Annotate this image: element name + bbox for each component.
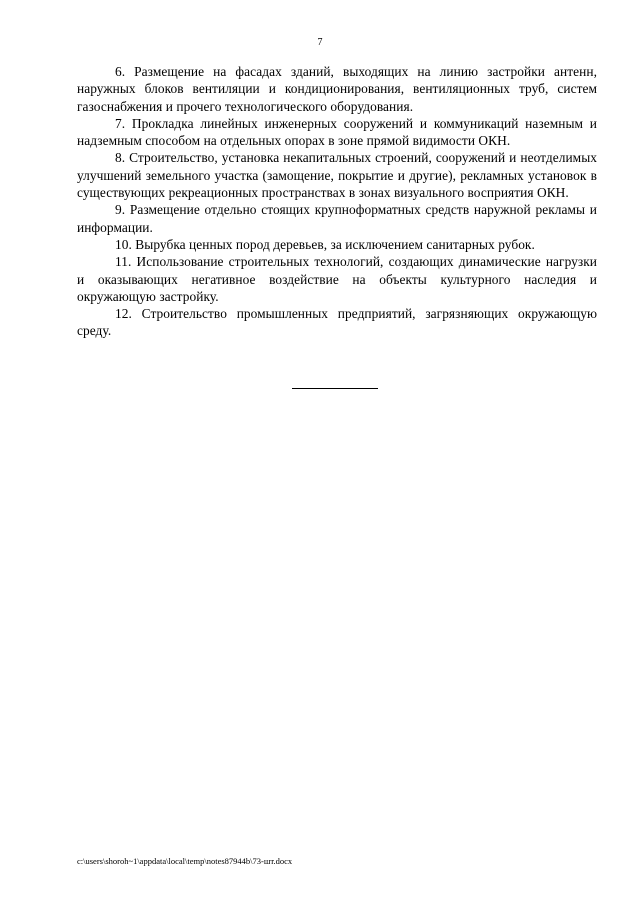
list-item-10: 10. Вырубка ценных пород деревьев, за исключением санитарных рубок.	[115, 236, 535, 252]
list-item-8: 8. Строительство, установка некапитальных строений, сооружений и неотделимых улучшений земельного участка (замощение, покрытие и другие), рекламных установок в существующих рекреационных пространствах в зонах визуального восприятия ОКН.	[77, 150, 597, 201]
list-item-11: 11. Использование строительных технологий, создающих динамические нагрузки и оказывающих негативное воздействие на объекты культурного наследия и окружающую застройку.	[77, 254, 597, 304]
list-item-9: 9. Размещение отдельно стоящих крупноформатных средств наружной рекламы и информации.	[77, 202, 597, 235]
document-body	[77, 63, 597, 340]
end-separator-line	[292, 388, 378, 389]
list-item-7: 7. Прокладка линейных инженерных сооружений и коммуникаций наземным и надземным способом на отдельных опорах в зоне прямой видимости ОКН.	[77, 115, 597, 149]
page-number: 7	[317, 37, 323, 48]
list-item-12: 12. Строительство промышленных предприятий, загрязняющих окружающую среду.	[77, 306, 597, 339]
footer-file-path: c:\users\shoroh~1\appdata\local\temp\notes87944b\73-шт.docx	[77, 856, 293, 866]
list-item-6: 6. Размещение на фасадах зданий, выходящих на линию застройки антенн, наружных блоков вентиляции и кондиционирования, вентиляционных труб, систем газоснабжения и прочего технологического оборудования.	[77, 64, 597, 114]
